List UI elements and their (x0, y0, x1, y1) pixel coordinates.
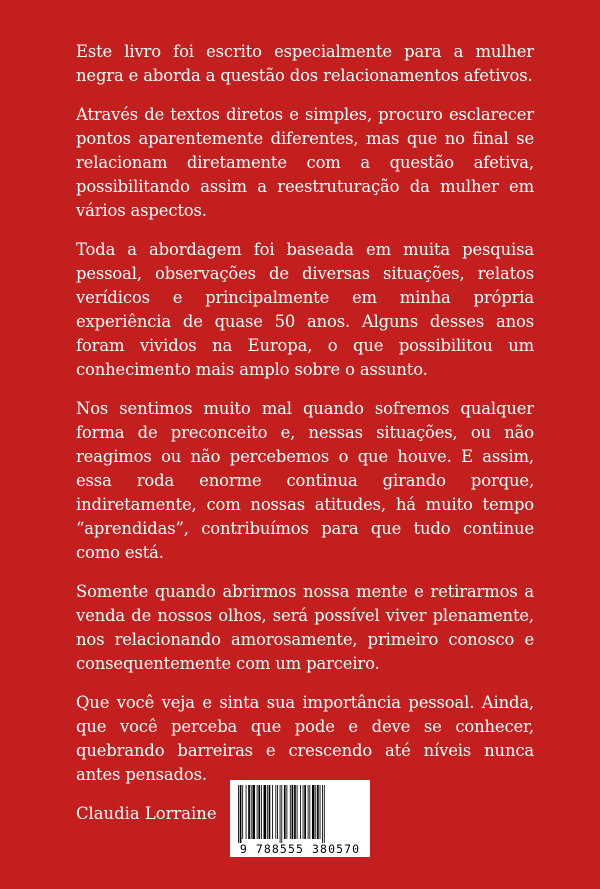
paragraph-4: Nos sentimos muito mal quando sofremos qualquer forma de preconceito e, nessas situações, ou não reagimos ou não percebemos o que houve. E assim, essa roda enorme continua girando porque, indiretamente, com nossas atitudes, há muito tempo “aprendidas”, contribuímos para que tudo continue como está. (76, 399, 534, 562)
barcode-bar (297, 785, 298, 839)
barcode-bar (246, 785, 247, 839)
barcode-bar (242, 785, 243, 839)
barcode-bar (277, 785, 278, 839)
barcode-bar (257, 785, 258, 839)
barcode-bar (309, 785, 310, 839)
barcode-bar (308, 785, 309, 839)
barcode-bar (324, 785, 325, 843)
back-cover-text (76, 40, 534, 826)
barcode-bar (294, 785, 296, 839)
paragraph-5: Somente quando abrirmos nossa mente e retirarmos a venda de nossos olhos, será possível viver plenamente, nos relacionando amorosamente, primeiro conosco e consequentemente com um parceiro. (76, 582, 534, 673)
barcode-bar (290, 785, 291, 839)
barcode-bars-icon (236, 785, 364, 843)
barcode-bar (269, 785, 271, 839)
barcode-bar (252, 785, 255, 839)
barcode-bar (303, 785, 304, 839)
isbn-number: 9 788555 380570 (239, 842, 361, 856)
barcode-bar (322, 785, 323, 843)
barcode-bar (238, 785, 239, 843)
barcode-bar (248, 785, 250, 839)
barcode-bar (272, 785, 273, 839)
barcode-bar (261, 785, 262, 839)
paragraph-6: Que você veja e sinta sua importância pessoal. Ainda, que você perceba que pode e deve se conhecer, quebrando barreiras e crescendo até níveis nunca antes pensados. (76, 693, 534, 784)
barcode-bar (286, 785, 287, 839)
barcode-bar (275, 785, 276, 839)
barcode-bar (267, 785, 268, 839)
barcode-bar (304, 785, 306, 839)
isbn-barcode (230, 780, 370, 857)
paragraph-2: Através de textos diretos e simples, procuro esclarecer pontos aparentemente diferentes, mas que no final se relacionam diretamente com a questão afetiva, possibilitando assim a reestruturação da mulher em vários aspectos. (76, 105, 534, 220)
barcode-bar (251, 785, 252, 839)
barcode-bar (280, 785, 281, 843)
author-name: Claudia Lorraine (76, 804, 217, 823)
barcode-bar (312, 785, 315, 839)
barcode-bar (315, 785, 316, 839)
barcode-bar (320, 785, 321, 839)
barcode-bar (292, 785, 294, 839)
barcode-bar (300, 785, 301, 839)
barcode-bar (258, 785, 260, 839)
barcode-bar (240, 785, 242, 843)
barcode-bar (281, 785, 282, 843)
barcode-bar (284, 785, 286, 839)
barcode-bar (264, 785, 267, 839)
paragraph-3: Toda a abordagem foi baseada em muita pesquisa pessoal, observações de diversas situações, relatos verídicos e principalmente em minha própria experiência de quase 50 anos. Alguns desses anos foram vividos na Europa, o que possibilitou um conhecimento mais amplo sobre o assunto. (76, 240, 534, 379)
barcode-bar (317, 785, 319, 839)
paragraph-1: Este livro foi escrito especialmente para a mulher negra e aborda a questão dos relacionamentos afetivos. (76, 42, 534, 85)
